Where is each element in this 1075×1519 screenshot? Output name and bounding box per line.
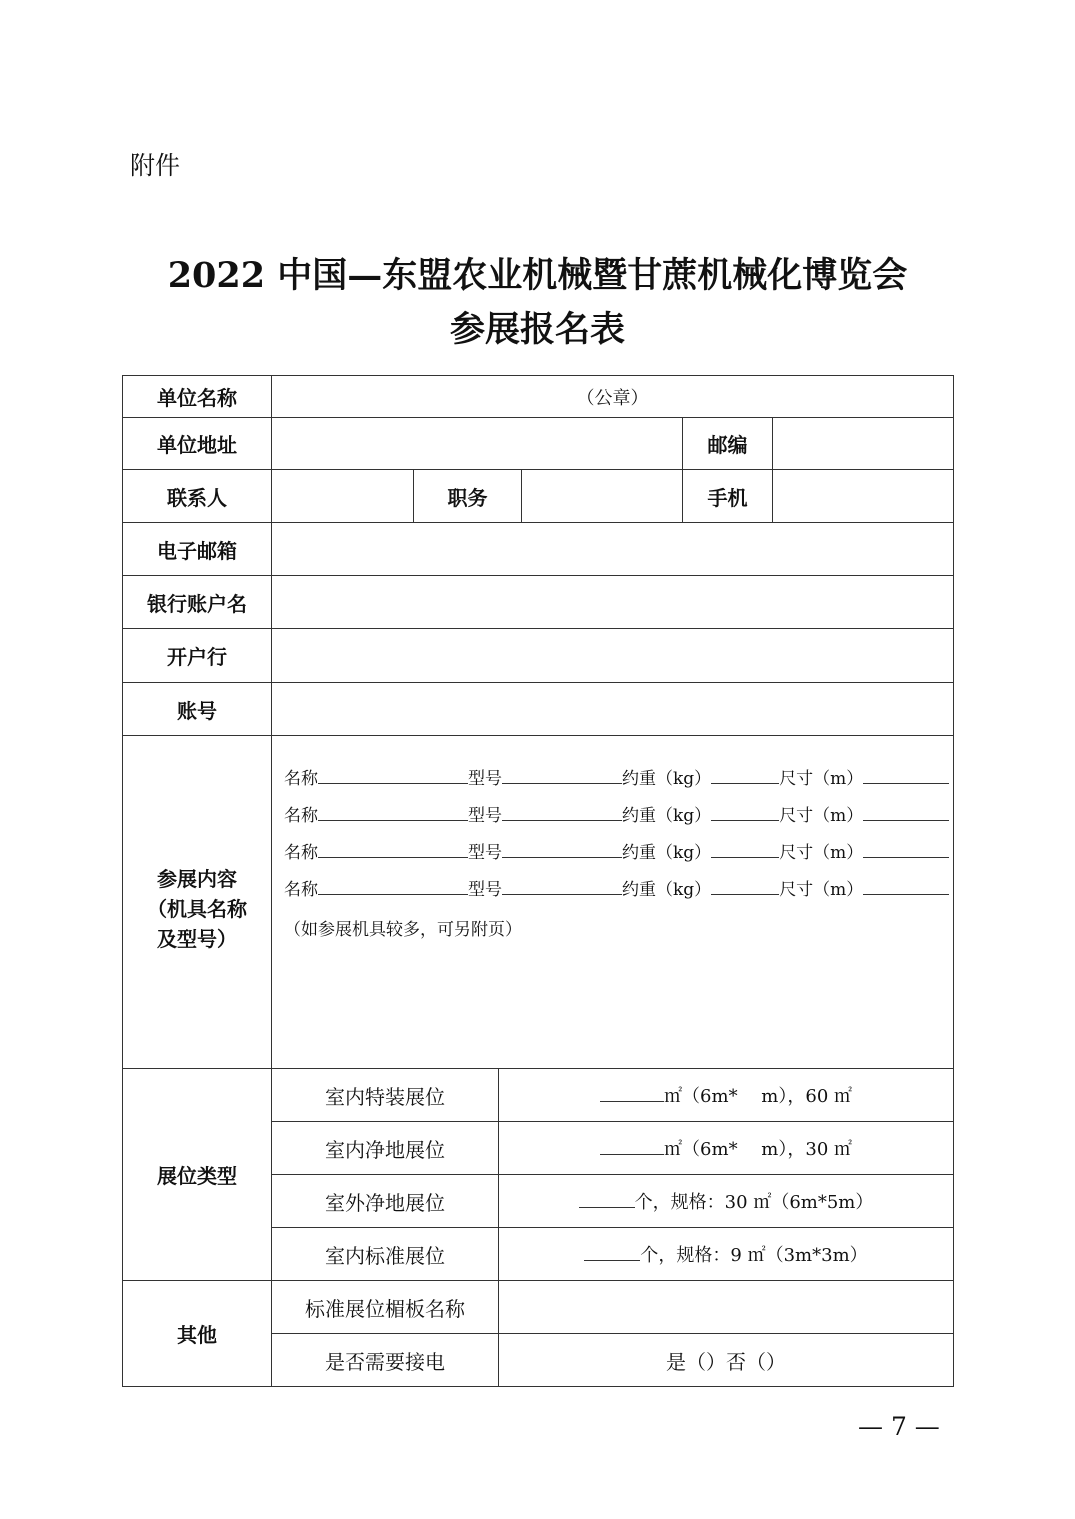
exhibit-model-label: 型号 — [468, 880, 502, 900]
row-account-no — [123, 683, 954, 736]
stall-name: 室内净地展位 — [272, 1122, 499, 1175]
email-field[interactable] — [272, 523, 954, 576]
power-options[interactable]: 是（）否（） — [499, 1334, 954, 1387]
exhibit-line[interactable] — [284, 838, 953, 864]
postcode-field[interactable] — [773, 418, 954, 470]
address-label: 单位地址 — [123, 418, 272, 470]
exhibit-size-blank[interactable] — [863, 764, 949, 784]
stall-spec-text: ㎡（6m* m），60 ㎡ — [664, 1086, 852, 1107]
exhibit-weight-blank[interactable] — [711, 801, 779, 821]
bank-field[interactable] — [272, 629, 954, 683]
postcode-label: 邮编 — [683, 418, 773, 470]
contact-field[interactable] — [272, 470, 414, 523]
exhibits-field[interactable] — [272, 736, 954, 1069]
exhibit-size-label: 尺寸（m） — [779, 806, 864, 826]
attachment-label: 附件 — [130, 151, 181, 180]
exhibit-line[interactable] — [284, 801, 953, 827]
stall-spec-text: 个，规格：30 ㎡（6m*5m） — [634, 1192, 874, 1213]
address-field[interactable] — [272, 418, 683, 470]
seal-hint: （公章） — [576, 387, 649, 409]
exhibit-line[interactable] — [284, 764, 953, 790]
stall-blank[interactable] — [579, 1189, 635, 1208]
stall-blank[interactable] — [584, 1242, 640, 1261]
fascia-label: 标准展位楣板名称 — [272, 1281, 499, 1334]
exhibit-name-blank[interactable] — [318, 764, 468, 784]
exhibit-size-blank[interactable] — [863, 838, 949, 858]
stall-spec[interactable] — [499, 1175, 954, 1228]
exhibits-label — [123, 736, 272, 1069]
stall-type-label: 展位类型 — [123, 1069, 272, 1281]
other-label: 其他 — [123, 1281, 272, 1387]
exhibit-model-blank[interactable] — [502, 838, 622, 858]
stall-spec[interactable] — [499, 1069, 954, 1122]
exhibit-weight-label: 约重（kg） — [622, 843, 712, 863]
stall-name: 室内特装展位 — [272, 1069, 499, 1122]
exhibit-size-blank[interactable] — [863, 801, 949, 821]
stall-name: 室内标准展位 — [272, 1228, 499, 1281]
exhibits-label-line1: 参展内容 — [157, 867, 237, 891]
exhibit-weight-label: 约重（kg） — [622, 880, 712, 900]
contact-label: 联系人 — [123, 470, 272, 523]
row-contact — [123, 470, 954, 523]
unit-name-field[interactable] — [272, 376, 954, 418]
exhibit-name-label: 名称 — [284, 843, 318, 863]
mobile-label: 手机 — [683, 470, 773, 523]
exhibit-weight-label: 约重（kg） — [622, 806, 712, 826]
exhibit-model-blank[interactable] — [502, 764, 622, 784]
exhibit-weight-blank[interactable] — [711, 838, 779, 858]
position-field[interactable] — [522, 470, 683, 523]
exhibit-model-label: 型号 — [468, 843, 502, 863]
exhibit-line[interactable] — [284, 875, 953, 901]
exhibit-name-label: 名称 — [284, 880, 318, 900]
exhibit-size-label: 尺寸（m） — [779, 880, 864, 900]
row-bank — [123, 629, 954, 683]
exhibit-model-label: 型号 — [468, 769, 502, 789]
registration-form-table — [122, 375, 954, 1387]
document-subtitle: 参展报名表 — [449, 309, 625, 350]
row-email — [123, 523, 954, 576]
exhibit-weight-blank[interactable] — [711, 764, 779, 784]
exhibit-model-blank[interactable] — [502, 875, 622, 895]
bank-label: 开户行 — [123, 629, 272, 683]
power-label: 是否需要接电 — [272, 1334, 499, 1387]
account-no-label: 账号 — [123, 683, 272, 736]
bank-account-name-field[interactable] — [272, 576, 954, 629]
row-bank-account-name — [123, 576, 954, 629]
exhibit-size-label: 尺寸（m） — [779, 769, 864, 789]
exhibit-weight-label: 约重（kg） — [622, 769, 712, 789]
row-stall — [123, 1069, 954, 1122]
bank-account-name-label: 银行账户名 — [123, 576, 272, 629]
mobile-field[interactable] — [773, 470, 954, 523]
exhibits-label-line2: （机具名称 — [147, 897, 247, 921]
email-label: 电子邮箱 — [123, 523, 272, 576]
exhibit-model-blank[interactable] — [502, 801, 622, 821]
exhibit-name-label: 名称 — [284, 769, 318, 789]
exhibit-name-blank[interactable] — [318, 801, 468, 821]
unit-name-label: 单位名称 — [123, 376, 272, 418]
position-label: 职务 — [414, 470, 522, 523]
stall-spec[interactable] — [499, 1122, 954, 1175]
row-exhibits — [123, 736, 954, 1069]
exhibit-size-blank[interactable] — [863, 875, 949, 895]
stall-blank[interactable] — [600, 1083, 664, 1102]
row-unit-name — [123, 376, 954, 418]
row-fascia — [123, 1281, 954, 1334]
account-no-field[interactable] — [272, 683, 954, 736]
exhibit-name-blank[interactable] — [318, 875, 468, 895]
document-title: 2022 中国—东盟农业机械暨甘蔗机械化博览会 — [167, 255, 908, 296]
page-number: — 7 — — [858, 1412, 940, 1441]
exhibit-size-label: 尺寸（m） — [779, 843, 864, 863]
stall-name: 室外净地展位 — [272, 1175, 499, 1228]
stall-spec[interactable] — [499, 1228, 954, 1281]
stall-blank[interactable] — [600, 1136, 664, 1155]
exhibit-note: （如参展机具较多，可另附页） — [284, 920, 522, 940]
exhibit-name-label: 名称 — [284, 806, 318, 826]
row-address — [123, 418, 954, 470]
fascia-field[interactable] — [499, 1281, 954, 1334]
exhibit-model-label: 型号 — [468, 806, 502, 826]
stall-spec-text: 个，规格：9 ㎡（3m*3m） — [640, 1245, 868, 1266]
stall-spec-text: ㎡（6m* m），30 ㎡ — [664, 1139, 852, 1160]
exhibit-weight-blank[interactable] — [711, 875, 779, 895]
exhibit-name-blank[interactable] — [318, 838, 468, 858]
exhibits-label-line3: 及型号） — [157, 927, 237, 951]
